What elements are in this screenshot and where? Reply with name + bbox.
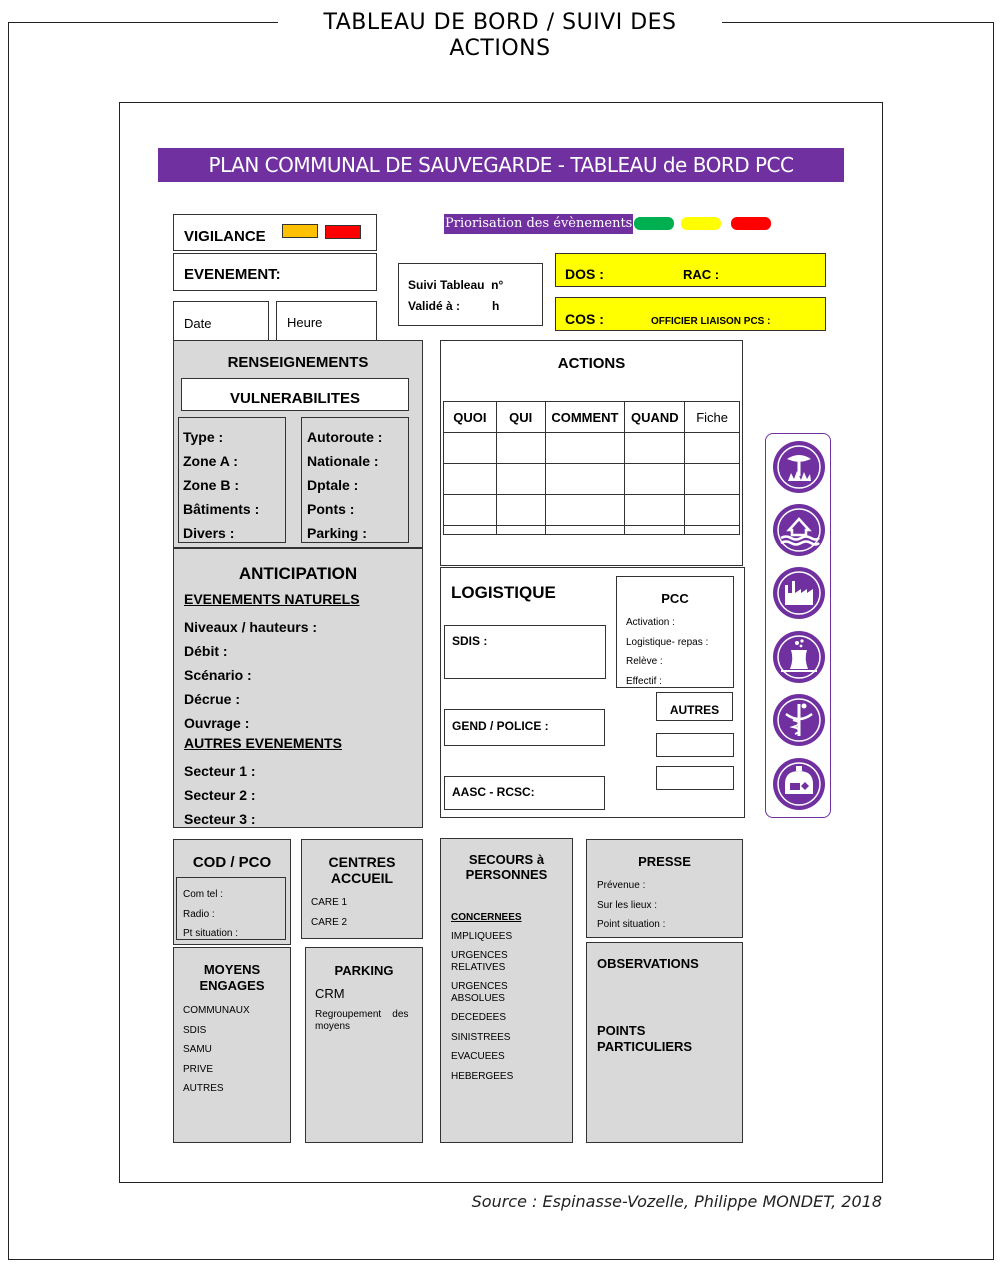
anticipation-panel [173,548,423,828]
sdis-moyens-label: SDIS [183,1024,207,1036]
centres-title-1: CENTRES [328,854,396,870]
hazmat-tank-icon [771,756,827,812]
autoroute-label: Autoroute : [307,429,383,445]
autres-field-2[interactable] [656,766,734,790]
col-quand: QUAND [625,402,685,433]
decedees-label: DECEDEES [451,1012,507,1023]
niveaux-label: Niveaux / hauteurs : [184,619,318,635]
vigilance-red-swatch [325,225,361,239]
cos-label: COS : [565,311,604,327]
debit-label: Débit : [184,643,228,659]
risk-icons-column [765,433,831,818]
dos-box [555,253,826,287]
sdis-label: SDIS : [452,634,488,648]
sur-les-lieux-label: Sur les lieux : [597,899,658,911]
centres-accueil-panel [301,839,423,939]
pcc-title: PCC [661,591,689,606]
evacuees-label: EVACUEES [451,1051,505,1062]
care-2-label: CARE 2 [311,917,348,928]
vigilance-label: VIGILANCE [184,228,266,245]
samu-label: SAMU [183,1044,212,1055]
secours-list [451,931,513,1083]
point-situation-label: Point situation : [597,919,666,930]
priority-green-light [634,217,674,230]
secours-panel [440,838,573,1143]
crm-label: CRM [315,986,345,1001]
batiments-label: Bâtiments : [183,501,260,517]
forest-fire-icon [771,439,827,495]
flood-icon [771,502,827,558]
observations-panel [586,942,743,1143]
parking-label: Parking : [307,525,367,541]
autres-list [184,759,256,831]
table-row[interactable] [444,495,740,526]
moyens-list [183,1001,250,1099]
aasc-label: AASC - RCSC: [452,785,535,799]
concernees-heading: CONCERNEES [451,912,522,923]
industrial-risk-icon [771,565,827,621]
prive-label: PRIVE [183,1063,214,1075]
date-box [173,301,269,343]
col-quoi: QUOI [444,402,497,433]
type-label: Type : [183,429,224,445]
communaux-label: COMMUNAUX [183,1005,250,1016]
rac-label: RAC : [683,267,720,282]
centres-title-2: ACCUEIL [330,870,394,886]
vigilance-orange-swatch [282,224,318,238]
com-tel-label: Com tel : [183,889,224,900]
releve-label: Relève : [626,656,663,667]
gend-label: GEND / POLICE : [452,719,549,733]
decrue-label: Décrue : [184,691,241,707]
priorisation-label: Priorisation des évènements [444,214,633,234]
autres-box: AUTRES [656,692,733,721]
zone-a-label: Zone A : [183,453,238,469]
date-label: Date [184,316,212,331]
presse-title: PRESSE [638,854,691,869]
heure-box [276,301,377,343]
ouvrage-label: Ouvrage : [184,715,250,731]
evenements-naturels-heading: EVENEMENTS NATURELS [184,591,360,607]
logistique-panel [440,567,745,818]
cos-box [555,297,826,331]
pt-situation-label: Pt situation : [183,928,239,939]
col-fiche: Fiche [685,402,740,433]
points-label-2: PARTICULIERS [597,1039,693,1054]
regroupement-label-1: Regroupement des [315,1009,409,1020]
urgences-absolues-label-2: ABSOLUES [451,993,505,1004]
cod-title: COD / PCO [192,854,272,871]
moyens-title-1: MOYENS [203,962,261,977]
autres-moyens-label: AUTRES [183,1083,224,1094]
centres-list [311,893,347,933]
suivi-box [398,263,543,326]
priority-red-light [731,217,771,230]
moyens-title-2: ENGAGES [199,978,265,993]
table-row[interactable] [444,464,740,495]
secours-title-2: PERSONNES [465,867,548,882]
aasc-box [444,776,605,810]
parking-title: PARKING [334,963,394,978]
vulnerabilites-box: VULNERABILITES [181,378,409,411]
vulnerabilites-left-list [183,425,259,545]
naturels-list [184,615,317,735]
presse-list [597,876,665,935]
urgences-relatives-label-2: RELATIVES [451,962,506,973]
activation-label: Activation : [626,617,675,628]
renseignements-title: RENSEIGNEMENTS [227,354,369,371]
sdis-box [444,625,606,679]
zone-b-label: Zone B : [183,477,239,493]
ponts-label: Ponts : [307,501,355,517]
points-label-1: POINTS [597,1023,646,1038]
renseignements-panel [173,340,423,548]
frame-title: TABLEAU DE BORD / SUIVI DES ACTIONS [278,10,722,36]
hebergees-label: HEBERGEES [451,1070,514,1082]
evenement-label: EVENEMENT: [184,266,281,283]
logistique-repas-label: Logistique- repas : [626,636,709,648]
secours-title-1: SECOURS à [468,852,545,867]
gend-box [444,709,605,746]
suivi-line1: Suivi Tableau n° [408,278,504,292]
actions-table [443,401,740,535]
divers-label: Divers : [183,525,235,541]
secteur-3-label: Secteur 3 : [184,811,256,827]
banner-title: PLAN COMMUNAL DE SAUVEGARDE - TABLEAU de BORD PCC [158,148,844,182]
vulnerabilites-right-list [307,425,382,545]
regroupement-label-2: moyens [315,1021,351,1032]
moyens-panel [173,947,291,1143]
dptale-label: Dptale : [307,477,359,493]
anticipation-title: ANTICIPATION [238,564,358,583]
priority-yellow-light [681,217,721,230]
care-1-label: CARE 1 [311,897,348,908]
col-qui: QUI [496,402,545,433]
vigilance-box [173,214,377,251]
pcc-list [626,613,708,691]
nuclear-plant-icon [771,629,827,685]
pcc-box [616,576,734,688]
autres-evenements-heading: AUTRES EVENEMENTS [184,735,342,751]
secteur-1-label: Secteur 1 : [184,763,256,779]
suivi-line3: h [492,299,500,313]
officier-liaison-label: OFFICIER LIAISON PCS : [651,316,771,327]
suivi-line2: Validé à : [408,299,461,313]
logistique-title: LOGISTIQUE [451,583,556,602]
effectif-label: Effectif : [626,675,662,687]
urgences-absolues-label-1: URGENCES [451,981,508,992]
scenario-label: Scénario : [184,667,252,683]
prevenue-label: Prévenue : [597,880,646,891]
parking-panel [305,947,423,1143]
table-row[interactable] [444,433,740,464]
table-row[interactable] [444,526,740,535]
cod-panel [173,839,291,945]
urgences-relatives-label-1: URGENCES [451,950,508,961]
source-caption: Source : Espinasse-Vozelle, Philippe MONDET, 2018 [471,1192,882,1211]
dos-label: DOS : [565,266,604,282]
autres-field-1[interactable] [656,733,734,757]
impliquees-label: IMPLIQUEES [451,931,513,942]
sinistrees-label: SINISTREES [451,1031,511,1043]
presse-panel [586,839,743,938]
actions-title: ACTIONS [557,355,626,372]
radio-label: Radio : [183,908,215,920]
observations-label: OBSERVATIONS [597,956,699,971]
cod-list [183,885,238,944]
nationale-label: Nationale : [307,453,379,469]
secteur-2-label: Secteur 2 : [184,787,256,803]
evenement-box [173,253,377,291]
col-comment: COMMENT [545,402,625,433]
health-risk-icon [771,692,827,748]
heure-label: Heure [287,315,323,330]
